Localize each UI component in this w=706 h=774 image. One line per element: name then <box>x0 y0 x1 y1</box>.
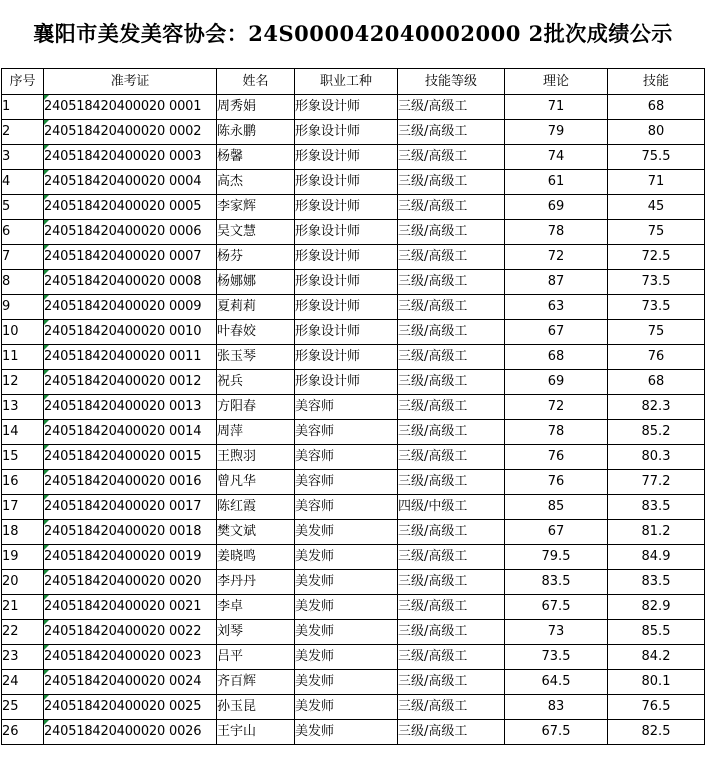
cell-exam-id: 240518420400020 0021 <box>44 595 217 620</box>
cell-name: 杨芬 <box>217 245 295 270</box>
cell-name: 陈红霞 <box>217 495 295 520</box>
cell-job: 形象设计师 <box>295 95 398 120</box>
header-id: 准考证 <box>44 69 217 95</box>
cell-theory-score: 67.5 <box>505 720 608 745</box>
cell-seq: 17 <box>2 495 44 520</box>
table-row <box>2 195 705 220</box>
cell-name: 方阳春 <box>217 395 295 420</box>
table-row <box>2 520 705 545</box>
cell-seq: 5 <box>2 195 44 220</box>
cell-level: 三级/高级工 <box>398 370 505 395</box>
cell-exam-id: 240518420400020 0005 <box>44 195 217 220</box>
cell-theory-score: 61 <box>505 170 608 195</box>
cell-job: 美发师 <box>295 695 398 720</box>
cell-job: 形象设计师 <box>295 320 398 345</box>
header-name: 姓名 <box>217 69 295 95</box>
cell-name: 李丹丹 <box>217 570 295 595</box>
cell-job: 形象设计师 <box>295 270 398 295</box>
table-row <box>2 670 705 695</box>
cell-theory-score: 67.5 <box>505 595 608 620</box>
cell-skill-score: 84.2 <box>608 645 705 670</box>
cell-theory-score: 67 <box>505 520 608 545</box>
cell-skill-score: 45 <box>608 195 705 220</box>
cell-level: 四级/中级工 <box>398 495 505 520</box>
cell-seq: 7 <box>2 245 44 270</box>
cell-theory-score: 69 <box>505 195 608 220</box>
table-header-row <box>2 69 705 95</box>
cell-exam-id: 240518420400020 0024 <box>44 670 217 695</box>
cell-name: 齐百辉 <box>217 670 295 695</box>
table-row <box>2 545 705 570</box>
cell-level: 三级/高级工 <box>398 95 505 120</box>
cell-seq: 10 <box>2 320 44 345</box>
cell-exam-id: 240518420400020 0010 <box>44 320 217 345</box>
cell-level: 三级/高级工 <box>398 145 505 170</box>
header-theory: 理论 <box>505 69 608 95</box>
cell-theory-score: 74 <box>505 145 608 170</box>
cell-exam-id: 240518420400020 0023 <box>44 645 217 670</box>
cell-seq: 25 <box>2 695 44 720</box>
cell-exam-id: 240518420400020 0025 <box>44 695 217 720</box>
cell-skill-score: 81.2 <box>608 520 705 545</box>
cell-name: 陈永鹏 <box>217 120 295 145</box>
cell-level: 三级/高级工 <box>398 120 505 145</box>
cell-job: 形象设计师 <box>295 345 398 370</box>
cell-level: 三级/高级工 <box>398 645 505 670</box>
cell-job: 美容师 <box>295 470 398 495</box>
cell-seq: 24 <box>2 670 44 695</box>
cell-name: 高杰 <box>217 170 295 195</box>
cell-name: 杨馨 <box>217 145 295 170</box>
cell-name: 吴文慧 <box>217 220 295 245</box>
cell-job: 美发师 <box>295 720 398 745</box>
cell-name: 张玉琴 <box>217 345 295 370</box>
table-row <box>2 395 705 420</box>
page-title: 襄阳市美发美容协会：24S000042040002000 2批次成绩公示 <box>33 21 673 46</box>
cell-job: 美容师 <box>295 495 398 520</box>
cell-theory-score: 83 <box>505 695 608 720</box>
cell-theory-score: 72 <box>505 245 608 270</box>
cell-exam-id: 240518420400020 0011 <box>44 345 217 370</box>
table-row <box>2 120 705 145</box>
cell-level: 三级/高级工 <box>398 620 505 645</box>
cell-theory-score: 73.5 <box>505 645 608 670</box>
table-row <box>2 295 705 320</box>
cell-exam-id: 240518420400020 0016 <box>44 470 217 495</box>
cell-skill-score: 73.5 <box>608 295 705 320</box>
table-row <box>2 145 705 170</box>
cell-job: 美发师 <box>295 520 398 545</box>
header-seq: 序号 <box>2 69 44 95</box>
cell-seq: 14 <box>2 420 44 445</box>
cell-name: 叶春姣 <box>217 320 295 345</box>
cell-name: 祝兵 <box>217 370 295 395</box>
table-row <box>2 595 705 620</box>
header-skill: 技能 <box>608 69 705 95</box>
cell-skill-score: 71 <box>608 170 705 195</box>
cell-skill-score: 75 <box>608 320 705 345</box>
cell-exam-id: 240518420400020 0022 <box>44 620 217 645</box>
cell-level: 三级/高级工 <box>398 270 505 295</box>
cell-skill-score: 76 <box>608 345 705 370</box>
cell-theory-score: 76 <box>505 445 608 470</box>
cell-name: 孙玉昆 <box>217 695 295 720</box>
cell-skill-score: 82.3 <box>608 395 705 420</box>
cell-job: 美发师 <box>295 570 398 595</box>
table-row <box>2 95 705 120</box>
cell-job: 美容师 <box>295 445 398 470</box>
table-row <box>2 695 705 720</box>
cell-skill-score: 73.5 <box>608 270 705 295</box>
cell-theory-score: 72 <box>505 395 608 420</box>
cell-seq: 12 <box>2 370 44 395</box>
cell-theory-score: 76 <box>505 470 608 495</box>
cell-job: 形象设计师 <box>295 170 398 195</box>
table-row <box>2 445 705 470</box>
cell-seq: 9 <box>2 295 44 320</box>
table-row <box>2 620 705 645</box>
cell-seq: 8 <box>2 270 44 295</box>
cell-seq: 16 <box>2 470 44 495</box>
cell-seq: 3 <box>2 145 44 170</box>
cell-level: 三级/高级工 <box>398 695 505 720</box>
cell-level: 三级/高级工 <box>398 170 505 195</box>
cell-theory-score: 83.5 <box>505 570 608 595</box>
results-table <box>1 68 705 745</box>
cell-name: 王煦羽 <box>217 445 295 470</box>
cell-level: 三级/高级工 <box>398 420 505 445</box>
table-row <box>2 320 705 345</box>
header-job: 职业工种 <box>295 69 398 95</box>
cell-skill-score: 77.2 <box>608 470 705 495</box>
cell-name: 王宇山 <box>217 720 295 745</box>
cell-seq: 11 <box>2 345 44 370</box>
cell-theory-score: 79.5 <box>505 545 608 570</box>
cell-skill-score: 75.5 <box>608 145 705 170</box>
cell-skill-score: 80 <box>608 120 705 145</box>
cell-skill-score: 75 <box>608 220 705 245</box>
cell-level: 三级/高级工 <box>398 545 505 570</box>
cell-name: 李家辉 <box>217 195 295 220</box>
cell-level: 三级/高级工 <box>398 195 505 220</box>
cell-seq: 19 <box>2 545 44 570</box>
cell-job: 美发师 <box>295 670 398 695</box>
cell-job: 美发师 <box>295 545 398 570</box>
cell-level: 三级/高级工 <box>398 595 505 620</box>
cell-level: 三级/高级工 <box>398 245 505 270</box>
cell-skill-score: 82.9 <box>608 595 705 620</box>
cell-skill-score: 80.1 <box>608 670 705 695</box>
cell-exam-id: 240518420400020 0004 <box>44 170 217 195</box>
table-row <box>2 245 705 270</box>
cell-name: 周萍 <box>217 420 295 445</box>
cell-exam-id: 240518420400020 0008 <box>44 270 217 295</box>
cell-theory-score: 63 <box>505 295 608 320</box>
cell-skill-score: 84.9 <box>608 545 705 570</box>
cell-theory-score: 68 <box>505 345 608 370</box>
cell-exam-id: 240518420400020 0014 <box>44 420 217 445</box>
cell-seq: 23 <box>2 645 44 670</box>
cell-level: 三级/高级工 <box>398 670 505 695</box>
cell-job: 形象设计师 <box>295 145 398 170</box>
cell-seq: 21 <box>2 595 44 620</box>
cell-theory-score: 87 <box>505 270 608 295</box>
cell-skill-score: 68 <box>608 370 705 395</box>
cell-job: 形象设计师 <box>295 220 398 245</box>
cell-job: 美容师 <box>295 395 398 420</box>
cell-skill-score: 80.3 <box>608 445 705 470</box>
cell-skill-score: 72.5 <box>608 245 705 270</box>
cell-job: 形象设计师 <box>295 295 398 320</box>
cell-level: 三级/高级工 <box>398 320 505 345</box>
cell-exam-id: 240518420400020 0018 <box>44 520 217 545</box>
cell-skill-score: 68 <box>608 95 705 120</box>
cell-exam-id: 240518420400020 0007 <box>44 245 217 270</box>
cell-skill-score: 83.5 <box>608 495 705 520</box>
cell-level: 三级/高级工 <box>398 395 505 420</box>
cell-job: 美发师 <box>295 645 398 670</box>
header-level: 技能等级 <box>398 69 505 95</box>
cell-level: 三级/高级工 <box>398 520 505 545</box>
cell-theory-score: 67 <box>505 320 608 345</box>
cell-name: 周秀娟 <box>217 95 295 120</box>
cell-level: 三级/高级工 <box>398 345 505 370</box>
cell-skill-score: 85.2 <box>608 420 705 445</box>
cell-exam-id: 240518420400020 0001 <box>44 95 217 120</box>
cell-seq: 6 <box>2 220 44 245</box>
cell-theory-score: 69 <box>505 370 608 395</box>
cell-seq: 26 <box>2 720 44 745</box>
cell-exam-id: 240518420400020 0002 <box>44 120 217 145</box>
cell-seq: 20 <box>2 570 44 595</box>
cell-level: 三级/高级工 <box>398 445 505 470</box>
cell-name: 夏莉莉 <box>217 295 295 320</box>
cell-level: 三级/高级工 <box>398 470 505 495</box>
cell-name: 杨娜娜 <box>217 270 295 295</box>
cell-job: 美发师 <box>295 620 398 645</box>
table-row <box>2 420 705 445</box>
table-row <box>2 345 705 370</box>
cell-theory-score: 73 <box>505 620 608 645</box>
cell-level: 三级/高级工 <box>398 295 505 320</box>
cell-skill-score: 83.5 <box>608 570 705 595</box>
cell-seq: 4 <box>2 170 44 195</box>
table-row <box>2 270 705 295</box>
cell-skill-score: 82.5 <box>608 720 705 745</box>
cell-theory-score: 85 <box>505 495 608 520</box>
cell-skill-score: 85.5 <box>608 620 705 645</box>
cell-exam-id: 240518420400020 0019 <box>44 545 217 570</box>
cell-exam-id: 240518420400020 0009 <box>44 295 217 320</box>
table-row <box>2 495 705 520</box>
cell-level: 三级/高级工 <box>398 720 505 745</box>
cell-name: 姜晓鸣 <box>217 545 295 570</box>
cell-exam-id: 240518420400020 0020 <box>44 570 217 595</box>
cell-level: 三级/高级工 <box>398 570 505 595</box>
cell-job: 美容师 <box>295 420 398 445</box>
cell-name: 刘琴 <box>217 620 295 645</box>
table-row <box>2 170 705 195</box>
cell-seq: 15 <box>2 445 44 470</box>
cell-job: 形象设计师 <box>295 245 398 270</box>
cell-seq: 13 <box>2 395 44 420</box>
cell-seq: 1 <box>2 95 44 120</box>
cell-exam-id: 240518420400020 0006 <box>44 220 217 245</box>
cell-seq: 2 <box>2 120 44 145</box>
table-row <box>2 645 705 670</box>
cell-job: 形象设计师 <box>295 370 398 395</box>
cell-exam-id: 240518420400020 0003 <box>44 145 217 170</box>
cell-exam-id: 240518420400020 0015 <box>44 445 217 470</box>
cell-job: 形象设计师 <box>295 195 398 220</box>
cell-job: 美发师 <box>295 595 398 620</box>
table-row <box>2 220 705 245</box>
cell-exam-id: 240518420400020 0013 <box>44 395 217 420</box>
table-row <box>2 570 705 595</box>
cell-theory-score: 79 <box>505 120 608 145</box>
cell-level: 三级/高级工 <box>398 220 505 245</box>
cell-exam-id: 240518420400020 0026 <box>44 720 217 745</box>
cell-name: 吕平 <box>217 645 295 670</box>
cell-theory-score: 78 <box>505 220 608 245</box>
cell-theory-score: 78 <box>505 420 608 445</box>
cell-name: 李卓 <box>217 595 295 620</box>
cell-theory-score: 64.5 <box>505 670 608 695</box>
cell-exam-id: 240518420400020 0012 <box>44 370 217 395</box>
cell-seq: 22 <box>2 620 44 645</box>
cell-seq: 18 <box>2 520 44 545</box>
cell-name: 樊文斌 <box>217 520 295 545</box>
table-row <box>2 470 705 495</box>
cell-theory-score: 71 <box>505 95 608 120</box>
cell-name: 曾凡华 <box>217 470 295 495</box>
cell-exam-id: 240518420400020 0017 <box>44 495 217 520</box>
cell-job: 形象设计师 <box>295 120 398 145</box>
table-row <box>2 370 705 395</box>
cell-skill-score: 76.5 <box>608 695 705 720</box>
table-row <box>2 720 705 745</box>
